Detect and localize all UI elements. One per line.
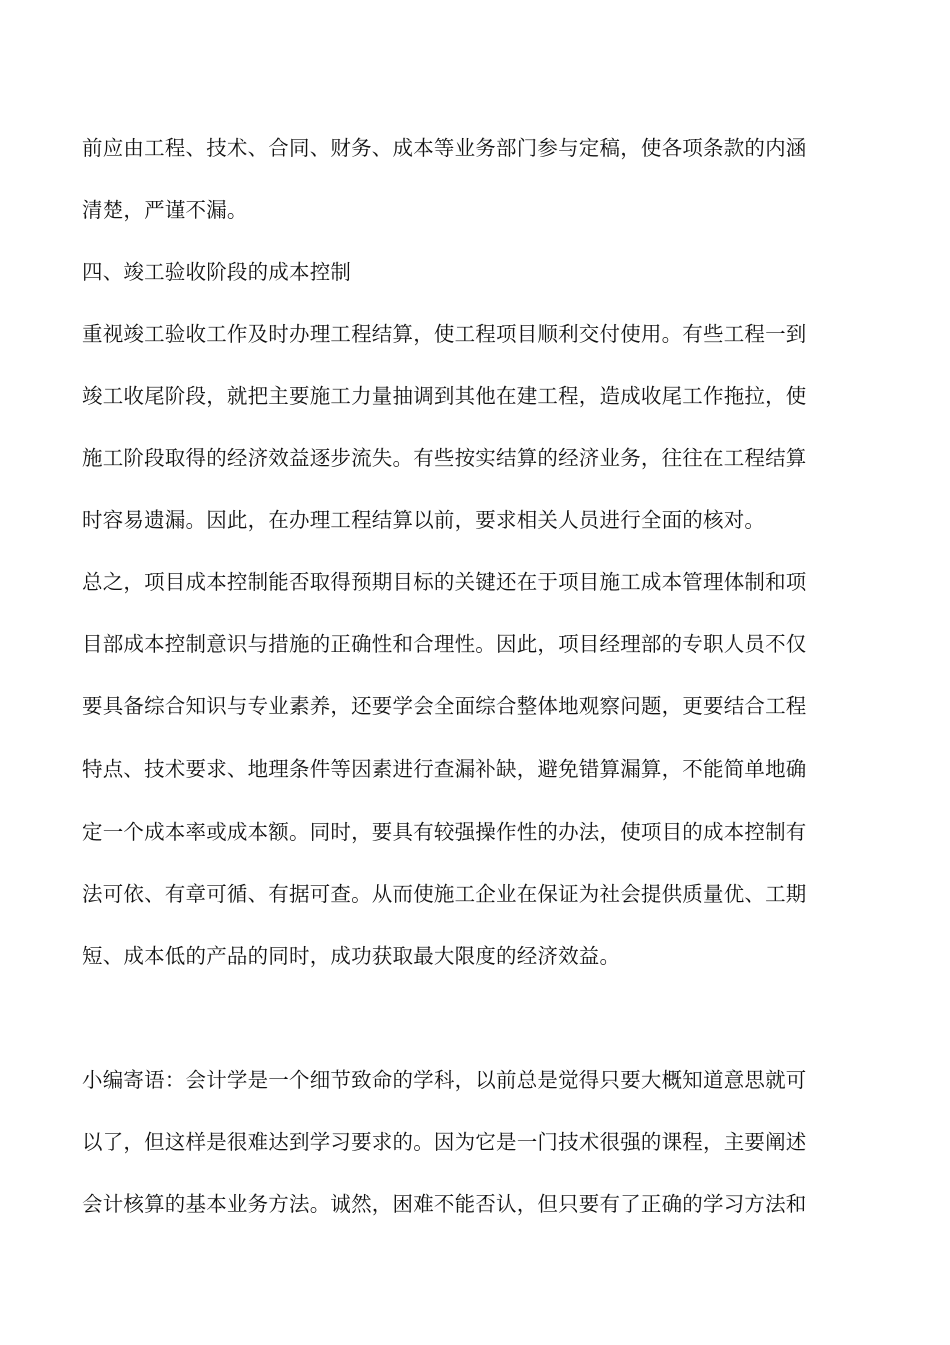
body-text-line: 短、成本低的产品的同时，成功获取最大限度的经济效益。 [82,944,621,968]
editor-note-line: 小编寄语：会计学是一个细节致命的学科，以前总是觉得只要大概知道意思就可 [82,1068,807,1092]
body-text-line: 重视竣工验收工作及时办理工程结算，使工程项目顺利交付使用。有些工程一到 [82,322,807,346]
body-text-line: 时容易遗漏。因此，在办理工程结算以前，要求相关人员进行全面的核对。 [82,508,766,532]
body-text-line: 特点、技术要求、地理条件等因素进行查漏补缺，避免错算漏算，不能简单地确 [82,757,807,781]
body-text-line: 要具备综合知识与专业素养，还要学会全面综合整体地观察问题，更要结合工程 [82,694,807,718]
body-text-line: 清楚，严谨不漏。 [82,198,248,222]
editor-note-line: 会计核算的基本业务方法。诚然，困难不能否认，但只要有了正确的学习方法和 [82,1192,807,1216]
section-heading: 四、竣工验收阶段的成本控制 [82,260,352,284]
body-text-line: 施工阶段取得的经济效益逐步流失。有些按实结算的经济业务，往往在工程结算 [82,446,807,470]
body-text-line: 前应由工程、技术、合同、财务、成本等业务部门参与定稿，使各项条款的内涵 [82,136,807,160]
body-text-line: 竣工收尾阶段，就把主要施工力量抽调到其他在建工程，造成收尾工作拖拉，使 [82,384,807,408]
body-text-line: 定一个成本率或成本额。同时，要具有较强操作性的办法，使项目的成本控制有 [82,820,807,844]
editor-note-line: 以了，但这样是很难达到学习要求的。因为它是一门技术很强的课程，主要阐述 [82,1130,807,1154]
body-text-line: 总之，项目成本控制能否取得预期目标的关键还在于项目施工成本管理体制和项 [82,570,807,594]
body-text-line: 目部成本控制意识与措施的正确性和合理性。因此，项目经理部的专职人员不仅 [82,632,807,656]
body-text-line: 法可依、有章可循、有据可查。从而使施工企业在保证为社会提供质量优、工期 [82,882,807,906]
